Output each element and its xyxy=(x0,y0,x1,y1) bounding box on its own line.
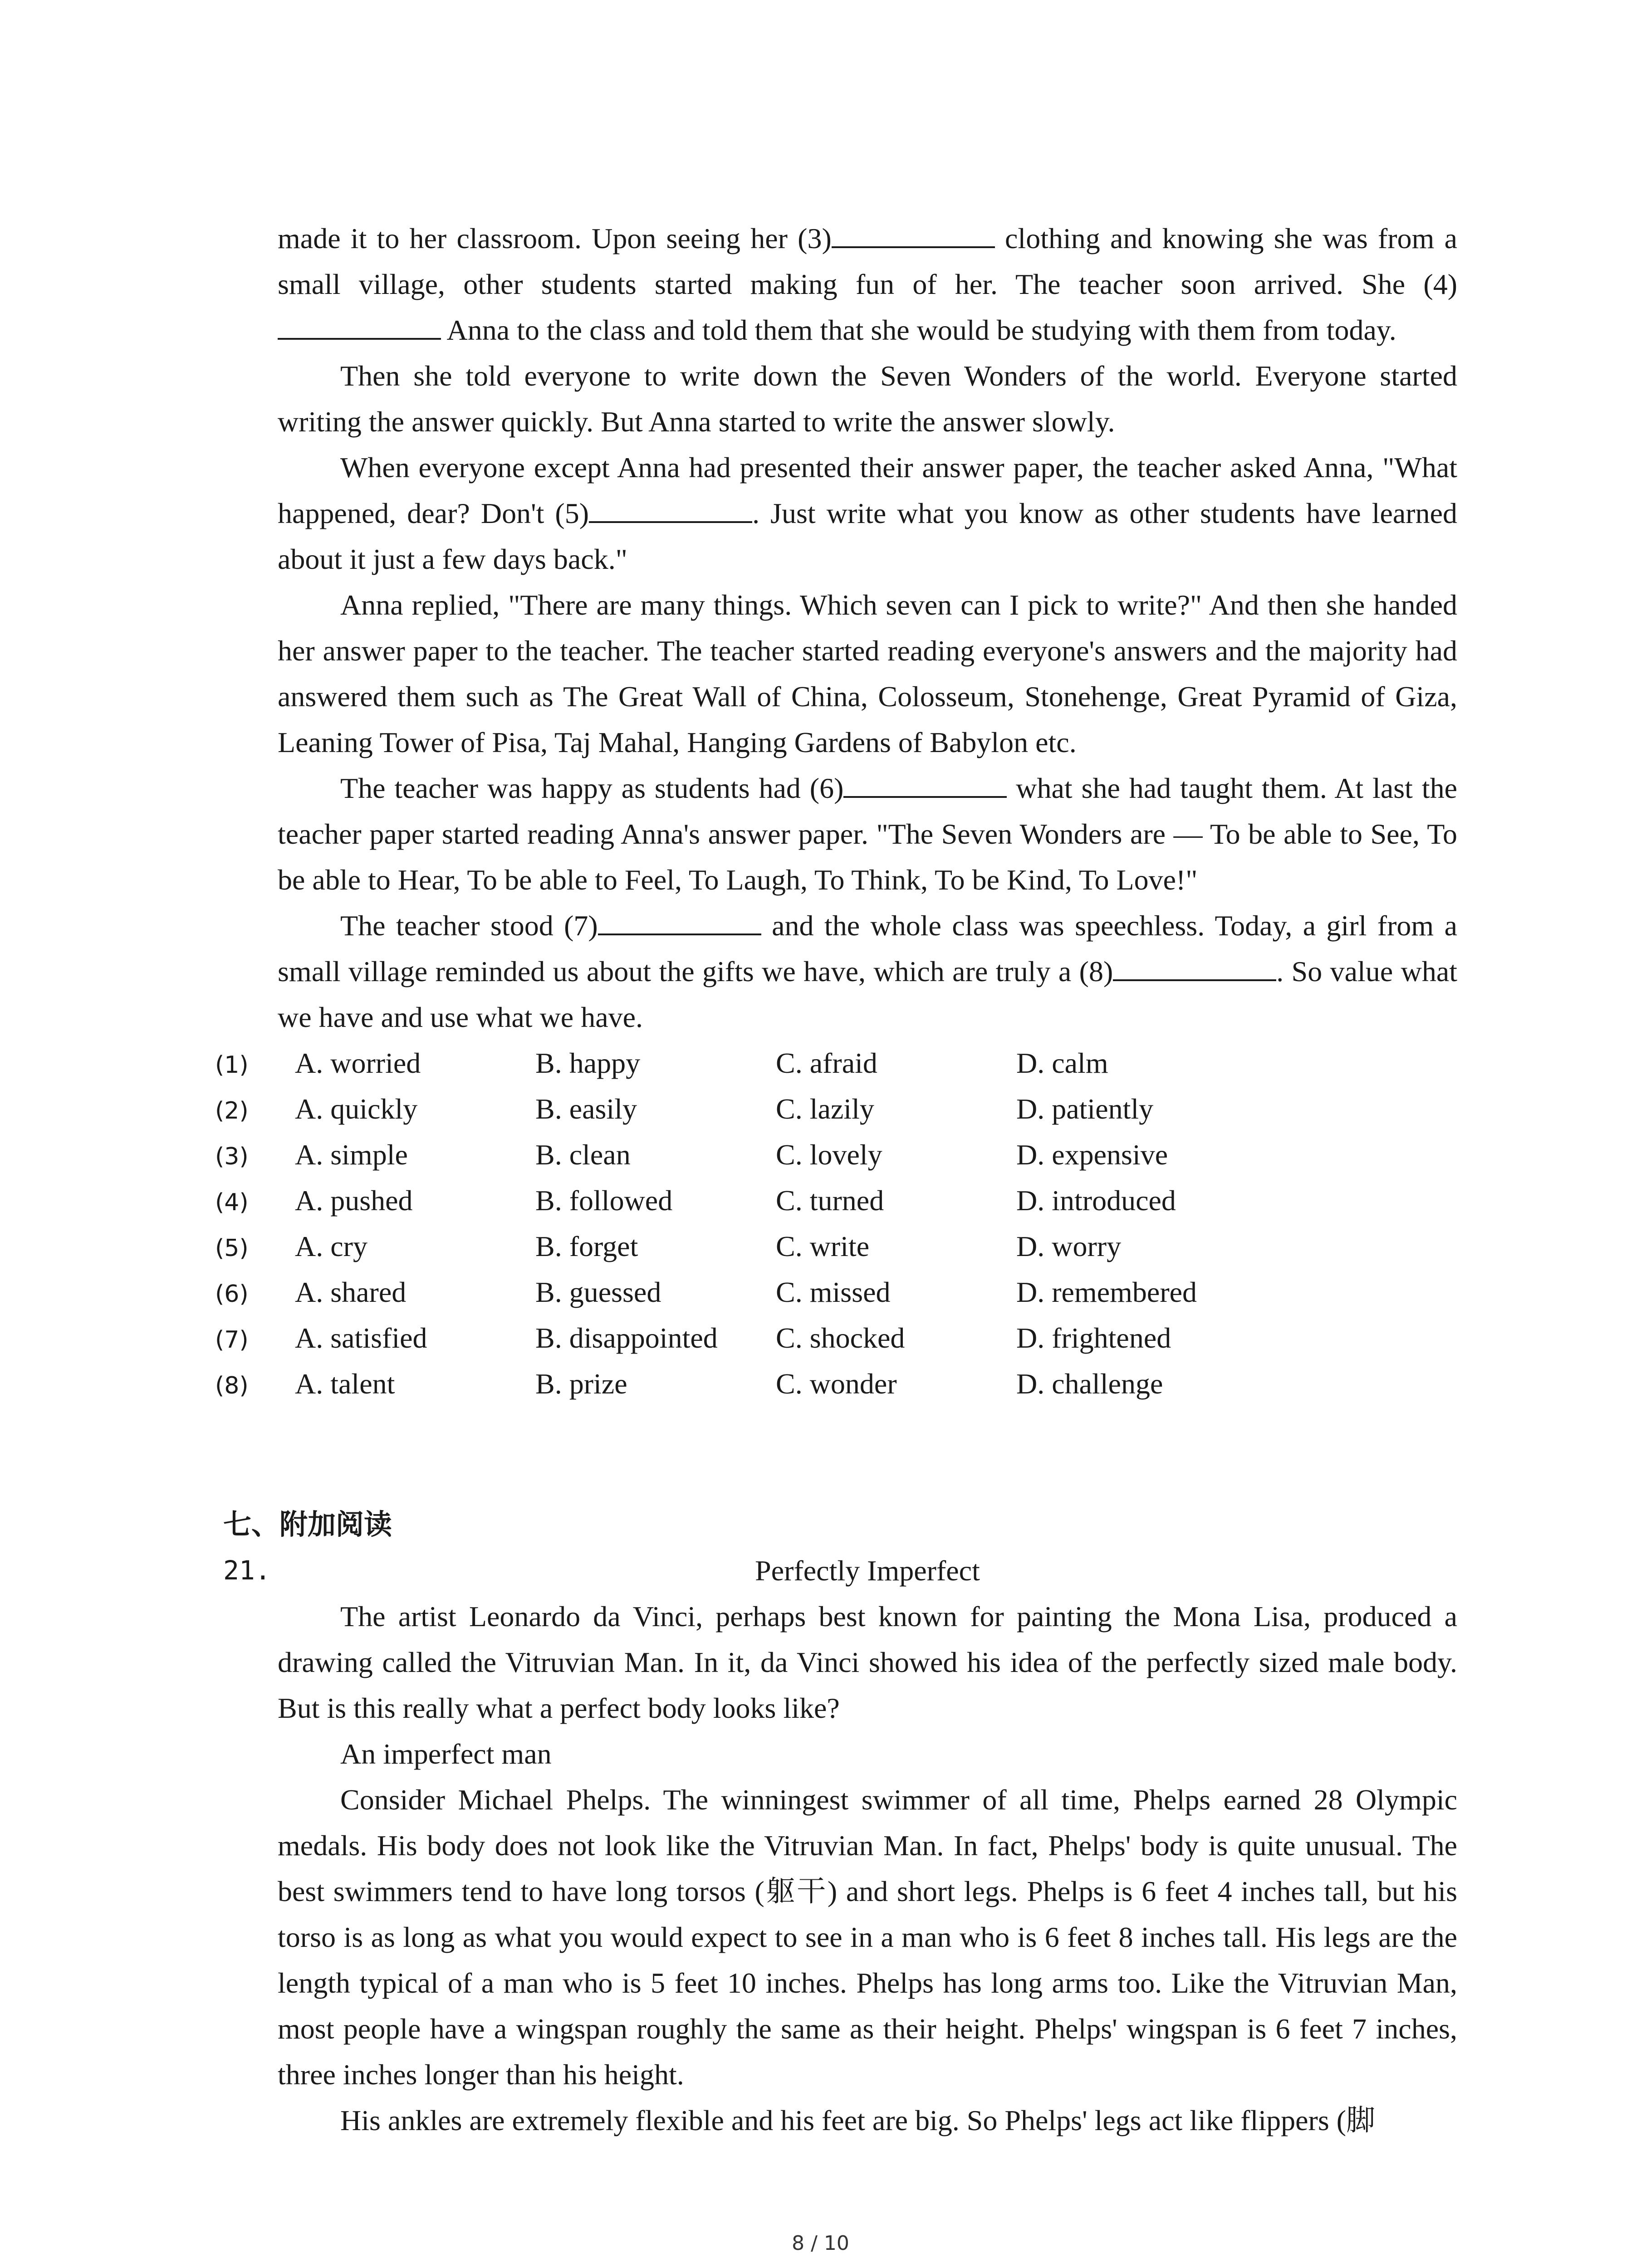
option-row xyxy=(215,1178,1457,1223)
option-number: (8) xyxy=(215,1372,249,1399)
option-row xyxy=(215,1086,1457,1132)
text: made it to her classroom. Upon seeing her (3) xyxy=(278,222,832,254)
page-number: 8 / 10 xyxy=(792,2232,849,2255)
option-number: (3) xyxy=(215,1143,249,1170)
option-number: (7) xyxy=(215,1326,249,1354)
option-b[interactable]: B. happy xyxy=(535,1047,641,1079)
option-c[interactable]: C. shocked xyxy=(776,1322,905,1354)
answer-options xyxy=(215,1040,1457,1407)
option-a[interactable]: A. quickly xyxy=(295,1093,418,1125)
option-number: (5) xyxy=(215,1235,249,1262)
text: and the whole class was speechless. Today, a girl from a small village reminded us about the gifts we have, which are truly a (8) xyxy=(278,909,1458,987)
paragraph-3 xyxy=(278,445,1457,582)
option-row xyxy=(215,1223,1457,1269)
option-number: (6) xyxy=(215,1281,249,1308)
text: Anna to the class and told them that she would be studying with them from today. xyxy=(441,314,1396,346)
text: . So value what we have and use what we have. xyxy=(278,955,1458,1033)
option-a[interactable]: A. worried xyxy=(295,1047,421,1079)
option-c[interactable]: C. lovely xyxy=(776,1139,882,1171)
blank-7 xyxy=(598,907,761,935)
option-row xyxy=(215,1361,1457,1407)
blank-6 xyxy=(843,770,1007,798)
text: what she had taught them. At last the teacher paper started reading Anna's answer paper. "The Seven Wonders are — To be able to See, To be able to Hear, To be able to Feel, To Laugh, To Think, To be Kind, To Love!" xyxy=(278,772,1457,896)
paragraph-1: The artist Leonardo da Vinci, perhaps best known for painting the Mona Lisa, produced a drawing called the Vitruvian Man. In it, da Vinci showed his idea of the perfectly sized male body. But is this really what a perfect body looks like? xyxy=(278,1600,1457,1724)
section-heading: 七、附加阅读 xyxy=(223,1508,392,1541)
option-d[interactable]: D. calm xyxy=(1016,1047,1108,1079)
option-row xyxy=(215,1040,1457,1086)
option-number: (2) xyxy=(215,1097,249,1124)
option-d[interactable]: D. patiently xyxy=(1016,1093,1154,1125)
option-c[interactable]: C. wonder xyxy=(776,1368,897,1400)
option-a[interactable]: A. satisfied xyxy=(295,1322,427,1354)
option-c[interactable]: C. missed xyxy=(776,1276,891,1308)
option-d[interactable]: D. frightened xyxy=(1016,1322,1171,1354)
option-a[interactable]: A. talent xyxy=(295,1368,395,1400)
option-a[interactable]: A. cry xyxy=(295,1230,367,1262)
option-row xyxy=(215,1315,1457,1361)
paragraph-1 xyxy=(278,215,1457,353)
option-row xyxy=(215,1269,1457,1315)
paragraph-4: Anna replied, "There are many things. Which seven can I pick to write?" And then she handed her answer paper to the teacher. The teacher started reading everyone's answers and the majority had answered them such as The Great Wall of China, Colosseum, Stonehenge, Great Pyramid of Giza, Leaning Tower of Pisa, Taj Mahal, Hanging Gardens of Babylon etc. xyxy=(278,589,1457,758)
text: The teacher stood (7) xyxy=(340,909,598,942)
option-number: (4) xyxy=(215,1189,249,1216)
option-c[interactable]: C. lazily xyxy=(776,1093,874,1125)
cloze-passage xyxy=(215,215,1458,1407)
option-b[interactable]: B. disappointed xyxy=(535,1322,718,1354)
option-c[interactable]: C. write xyxy=(776,1230,870,1262)
subheading: An imperfect man xyxy=(340,1738,552,1770)
option-d[interactable]: D. introduced xyxy=(1016,1184,1176,1217)
option-d[interactable]: D. challenge xyxy=(1016,1368,1163,1400)
option-a[interactable]: A. shared xyxy=(295,1276,407,1308)
option-a[interactable]: A. simple xyxy=(295,1139,408,1171)
blank-4 xyxy=(278,312,441,340)
text: clothing and knowing she was from a small village, other students started making fun of her. The teacher soon arrived. She (4) xyxy=(278,222,1458,300)
text: The teacher was happy as students had (6) xyxy=(340,772,844,804)
passage-title: Perfectly Imperfect xyxy=(755,1554,980,1587)
text: . Just write what you know as other students have learned about it just a few days back." xyxy=(278,497,1458,575)
paragraph-5 xyxy=(278,765,1457,903)
option-c[interactable]: C. turned xyxy=(776,1184,884,1217)
option-b[interactable]: B. followed xyxy=(535,1184,673,1217)
option-b[interactable]: B. prize xyxy=(535,1368,627,1400)
option-b[interactable]: B. guessed xyxy=(535,1276,661,1308)
paragraph-6 xyxy=(278,903,1457,1040)
paragraph-3: His ankles are extremely flexible and his feet are big. So Phelps' legs act like flippers (脚 xyxy=(340,2104,1376,2136)
blank-8 xyxy=(1113,953,1276,981)
text: When everyone except Anna had presented their answer paper, the teacher asked Anna, "What happened, dear? Don't (5) xyxy=(278,451,1457,529)
question-number: 21. xyxy=(223,1555,271,1586)
blank-5 xyxy=(589,495,752,523)
reading-passage xyxy=(278,1593,1457,2143)
option-a[interactable]: A. pushed xyxy=(295,1184,413,1217)
option-b[interactable]: B. easily xyxy=(535,1093,637,1125)
paragraph-2: Consider Michael Phelps. The winningest swimmer of all time, Phelps earned 28 Olympic medals. His body does not look like the Vitruvian Man. In fact, Phelps' body is quite unusual. The best swimmers tend to have long torsos (躯干) and short legs. Phelps is 6 feet 4 inches tall, but his torso is as long as what you would expect to see in a man who is 6 feet 8 inches tall. His legs are the length typical of a man who is 5 feet 10 inches. Phelps has long arms too. Like the Vitruvian Man, most people have a wingspan roughly the same as their height. Phelps' wingspan is 6 feet 7 inches, three inches longer than his height. xyxy=(278,1784,1457,2091)
option-d[interactable]: D. remembered xyxy=(1016,1276,1197,1308)
option-b[interactable]: B. clean xyxy=(535,1139,631,1171)
option-c[interactable]: C. afraid xyxy=(776,1047,877,1079)
option-row xyxy=(215,1132,1457,1178)
option-d[interactable]: D. worry xyxy=(1016,1230,1122,1262)
option-number: (1) xyxy=(215,1051,249,1079)
blank-3 xyxy=(832,220,995,248)
option-d[interactable]: D. expensive xyxy=(1016,1139,1168,1171)
option-b[interactable]: B. forget xyxy=(535,1230,638,1262)
paragraph-2: Then she told everyone to write down the Seven Wonders of the world. Everyone started writing the answer quickly. But Anna started to write the answer slowly. xyxy=(278,360,1457,438)
